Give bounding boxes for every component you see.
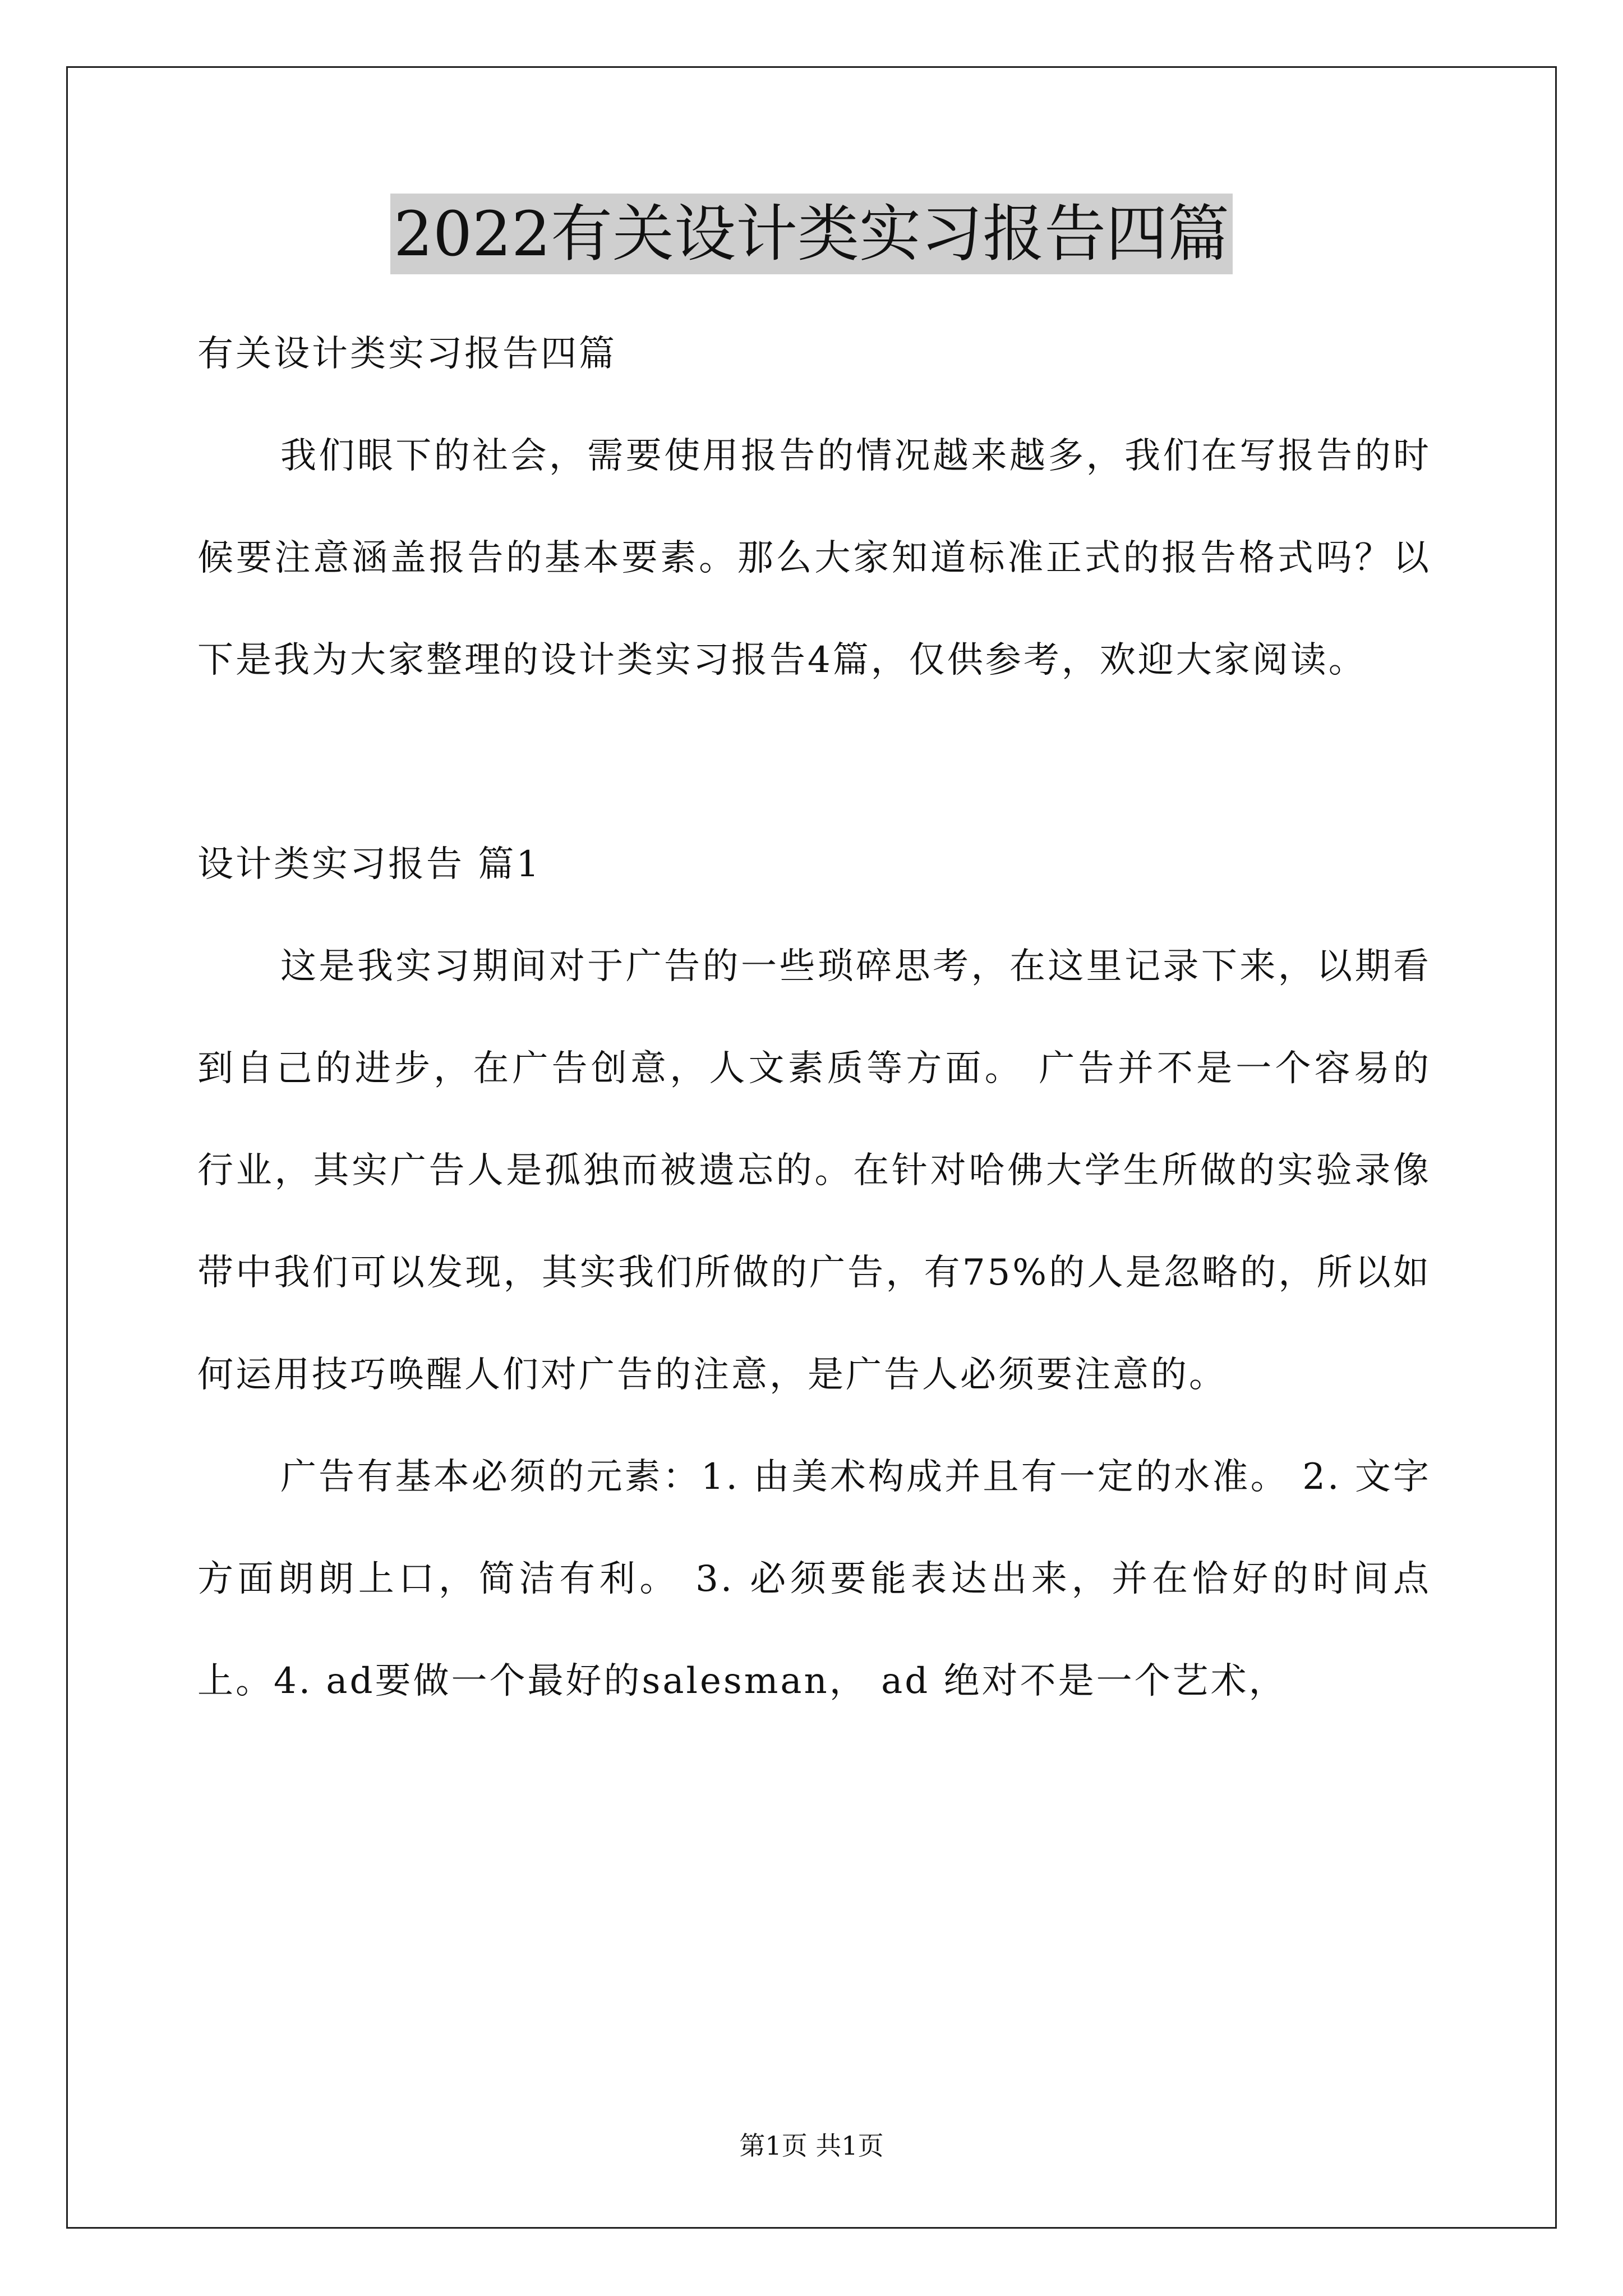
document-title: 2022有关设计类实习报告四篇 [390, 194, 1233, 274]
page-footer: 第1页 共1页 [739, 2131, 884, 2161]
body-paragraph-2: 广告有基本必须的元素：1. 由美术构成并且有一定的水准。 2. 文字方面朗朗上口，简洁有利。 3. 必须要能表达出来，并在恰好的时间点上。4. ad要做一个最好的salesman， ad 绝对不是一个艺术， [197, 1456, 1431, 1702]
body-paragraph-1: 这是我实习期间对于广告的一些琐碎思考，在这里记录下来，以期看到自己的进步，在广告创意，人文素质等方面。 广告并不是一个容易的行业，其实广告人是孤独而被遗忘的。在针对哈佛大学生所做的实验录像带中我们可以发现，其实我们所做的广告，有75%的人是忽略的，所以如何运用技巧唤醒人们对广告的注意，是广告人必须要注意的。 [197, 946, 1431, 1396]
section-heading: 设计类实习报告 篇1 [197, 844, 542, 885]
title-container [0, 194, 1623, 274]
document-body [197, 303, 1431, 1732]
document-subtitle: 有关设计类实习报告四篇 [197, 333, 617, 375]
section-gap [197, 711, 1431, 813]
intro-paragraph: 我们眼下的社会，需要使用报告的情况越来越多，我们在写报告的时候要注意涵盖报告的基本要素。那么大家知道标准正式的报告格式吗？以下是我为大家整理的设计类实习报告4篇，仅供参考，欢迎大家阅读。 [197, 435, 1431, 681]
